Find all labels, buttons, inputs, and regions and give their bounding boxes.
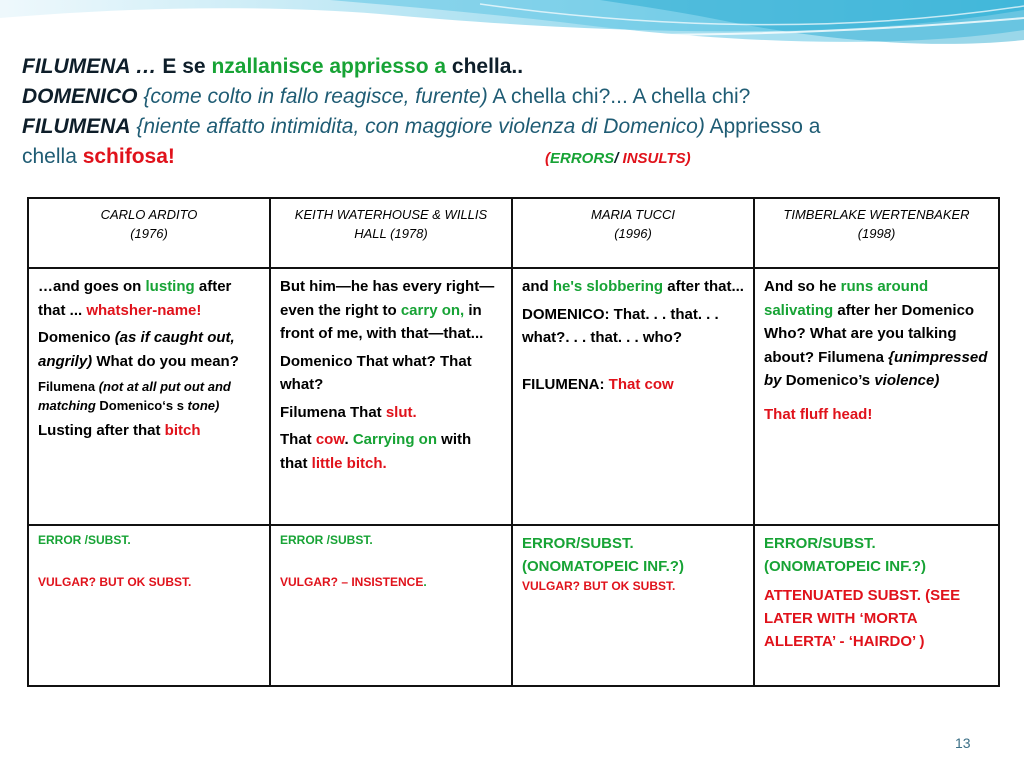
page-number: 13 [955, 735, 971, 751]
cell-ardito-class: ERROR /SUBST. VULGAR? BUT OK SUBST. [28, 525, 270, 686]
header-tucci: MARIA TUCCI (1996) [512, 198, 754, 268]
title-line-4: chella schifosa! [22, 145, 175, 168]
cell-waterhouse-text: But him—he has every right—even the right to carry on, in front of me, with that—that... Domenico That what? That what? Filumena That slut. That cow. Carrying on with that little bitch. [270, 268, 512, 525]
cell-tucci-class: ERROR/SUBST. (ONOMATOPEIC INF.?) VULGAR? BUT OK SUBST. [512, 525, 754, 686]
cell-ardito-text: …and goes on lusting after that ... whatsher-name! Domenico (as if caught out, angrily) What do you mean? Filumena (not at all put out and matching Domenico‘s s tone) Lusting after that bitch [28, 268, 270, 525]
cell-wertenbaker-class: ERROR/SUBST. (ONOMATOPEIC INF.?) ATTENUATED SUBST. (SEE LATER WITH ‘MORTA ALLERTA’ - ‘HAIRDO’ ) [754, 525, 999, 686]
cell-tucci-text: and he's slobbering after that... DOMENICO: That. . . that. . . what?. . . that. . . who? FILUMENA: That cow [512, 268, 754, 525]
translations-table [27, 197, 1000, 687]
cell-waterhouse-class: ERROR /SUBST. VULGAR? – INSISTENCE. [270, 525, 512, 686]
table-classification-row [28, 525, 999, 686]
header-wave-decoration [0, 0, 1024, 60]
title-line-1: FILUMENA … E se nzallanisce appriesso a chella.. [22, 55, 524, 78]
title-line-2: DOMENICO {come colto in fallo reagisce, furente) A chella chi?... A chella chi? [22, 85, 751, 108]
header-waterhouse-hall: KEITH WATERHOUSE & WILLIS HALL (1978) [270, 198, 512, 268]
title-line-3: FILUMENA {niente affatto intimidita, con maggiore violenza di Domenico) Appriesso a [22, 115, 821, 138]
color-legend: (ERRORS/ INSULTS) [545, 150, 691, 167]
header-ardito: CARLO ARDITO (1976) [28, 198, 270, 268]
table-header-row [28, 198, 999, 268]
cell-wertenbaker-text: And so he runs around salivating after her Domenico Who? What are you talking about? Filumena {unimpressed by Domenico’s violence) That fluff head! [754, 268, 999, 525]
slide-title [22, 52, 1012, 172]
header-wertenbaker: TIMBERLAKE WERTENBAKER (1998) [754, 198, 999, 268]
table-text-row [28, 268, 999, 525]
